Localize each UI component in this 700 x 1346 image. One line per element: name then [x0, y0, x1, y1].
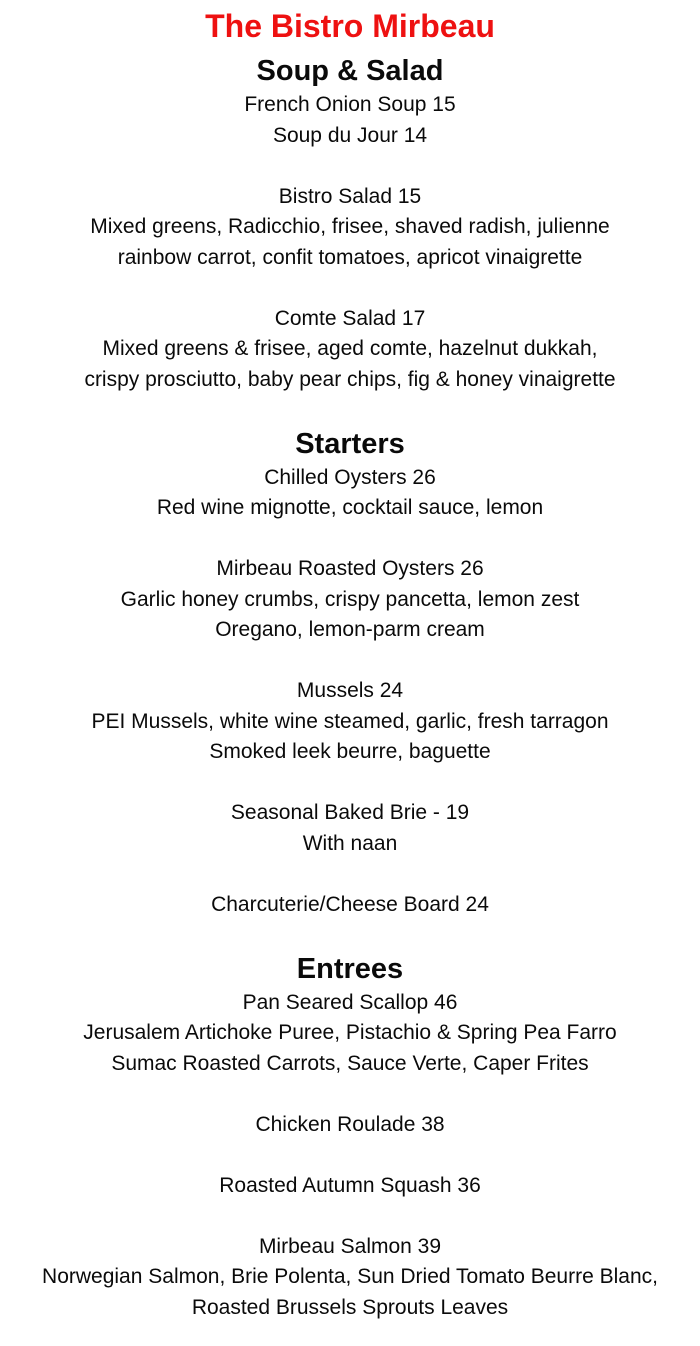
menu-item-description: Oregano, lemon-parm cream [215, 618, 485, 641]
menu-item-description: Roasted Brussels Sprouts Leaves [191, 1295, 509, 1319]
menu-item-name-price: Mirbeau Roasted Oysters 26 [216, 557, 484, 580]
menu-item-block [0, 304, 700, 396]
menu-section-soup-salad [0, 53, 700, 395]
menu-item-block [0, 1171, 700, 1202]
menu-item-description: Mixed greens & frisee, aged comte, hazelnut dukkah, [102, 337, 598, 360]
menu-item-block [0, 988, 700, 1080]
menu-item-description: Smoked leek beurre, baguette [209, 740, 491, 763]
menu-item-name-price: Mirbeau Salmon 39 [258, 1234, 442, 1258]
menu-item-description: crispy prosciutto, baby pear chips, fig & honey vinaigrette [84, 367, 616, 391]
section-heading: Soup & Salad [256, 55, 444, 87]
menu-item-description: Jerusalem Artichoke Puree, Pistachio & Spring Pea Farro [83, 1021, 617, 1044]
menu-item-description: Soup du Jour 14 [272, 123, 428, 147]
menu-item-block [0, 798, 700, 859]
menu-section-starters [0, 426, 700, 921]
menu-item-name-price: Bistro Salad 15 [278, 184, 422, 208]
menu-item-name-price: French Onion Soup 15 [244, 93, 456, 116]
menu-item-block [0, 554, 700, 646]
menu-item-name-price: Charcuterie/Cheese Board 24 [211, 892, 489, 916]
menu-item-block [0, 182, 700, 274]
menu-item-block [0, 463, 700, 524]
menu-item-block [0, 1232, 700, 1324]
menu-item-block [0, 1110, 700, 1141]
menu-item-block [0, 676, 700, 768]
menu-item-name-price: Roasted Autumn Squash 36 [219, 1173, 481, 1197]
menu-item-description: PEI Mussels, white wine steamed, garlic, fresh tarragon [91, 709, 609, 733]
menu-item-description: Sumac Roasted Carrots, Sauce Verte, Caper Frites [111, 1051, 589, 1075]
menu-item-block [0, 90, 700, 151]
menu-item-description: Red wine mignotte, cocktail sauce, lemon [156, 496, 544, 519]
menu-item-description: Norwegian Salmon, Brie Polenta, Sun Dried Tomato Beurre Blanc, [42, 1265, 658, 1288]
section-heading: Entrees [296, 952, 404, 985]
menu-item-description: Garlic honey crumbs, crispy pancetta, lemon zest [120, 587, 580, 611]
menu-item-name-price: Mussels 24 [296, 679, 404, 702]
menu-item-description: Mixed greens, Radicchio, frisee, shaved radish, julienne [90, 215, 610, 238]
menu-section-entrees [0, 951, 700, 1324]
menu-sections [0, 53, 700, 1323]
menu-item-name-price: Seasonal Baked Brie - 19 [230, 801, 470, 824]
menu-item-name-price: Pan Seared Scallop 46 [242, 990, 458, 1014]
menu-item-name-price: Chilled Oysters 26 [264, 465, 436, 489]
menu-item-name-price: Comte Salad 17 [274, 306, 426, 330]
restaurant-title: The Bistro Mirbeau [205, 8, 495, 44]
menu-item-description: With naan [302, 831, 398, 855]
menu-item-block [0, 890, 700, 921]
menu-item-name-price: Chicken Roulade 38 [255, 1112, 445, 1136]
section-heading: Starters [295, 427, 405, 460]
menu-item-description: rainbow carrot, confit tomatoes, apricot vinaigrette [117, 245, 583, 269]
